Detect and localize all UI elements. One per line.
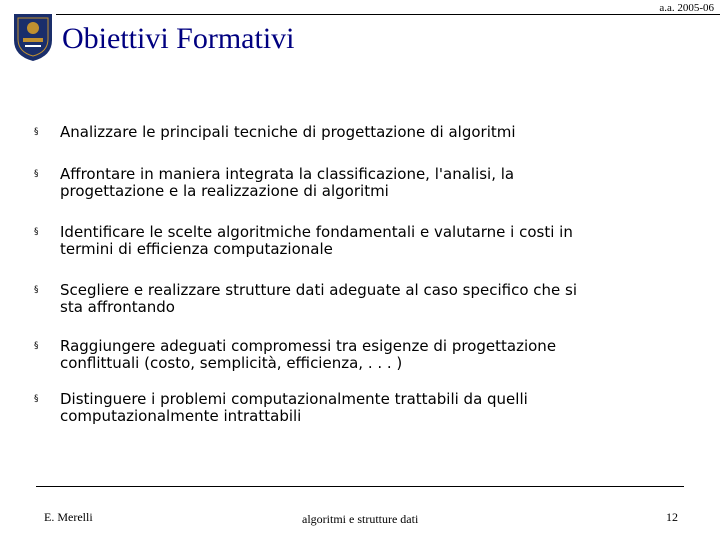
footer-author: E. Merelli <box>44 510 93 524</box>
objective-line: Identificare le scelte algoritmiche fondamentali e valutarne i costi in <box>60 223 573 241</box>
objective-line: Distinguere i problemi computazionalmente trattabili da quelli <box>60 390 528 408</box>
objective-item <box>34 224 573 258</box>
bullet-marker: § <box>34 227 39 237</box>
objective-line: termini di efficienza computazionale <box>60 240 333 258</box>
objective-line: Analizzare le principali tecniche di progettazione di algoritmi <box>60 123 516 141</box>
footer-course: algoritmi e strutture dati <box>302 512 419 526</box>
objective-item <box>34 338 556 372</box>
objective-line: progettazione e la realizzazione di algoritmi <box>60 182 389 200</box>
objective-item <box>34 124 516 141</box>
page-number: 12 <box>666 510 678 524</box>
objective-item <box>34 391 528 425</box>
bullet-marker: § <box>34 169 39 179</box>
objective-line: conflittuali (costo, semplicità, efficienza, . . . ) <box>60 354 403 372</box>
footer-rule <box>36 486 684 487</box>
objective-line: Scegliere e realizzare strutture dati adeguate al caso specifico che si <box>60 281 578 299</box>
university-crest-icon <box>10 8 56 62</box>
objective-item <box>34 282 577 316</box>
objective-item <box>34 166 514 200</box>
objective-line: Affrontare in maniera integrata la classificazione, l'analisi, la <box>60 165 515 183</box>
objective-line: sta affrontando <box>60 298 175 316</box>
slide-title: Obiettivi Formativi <box>62 22 295 55</box>
bullet-marker: § <box>34 394 39 404</box>
objective-line: computazionalmente intrattabili <box>60 407 302 425</box>
objective-line: Raggiungere adeguati compromessi tra esigenze di progettazione <box>60 337 557 355</box>
bullet-marker: § <box>34 341 39 351</box>
bullet-marker: § <box>34 127 39 137</box>
academic-year-tag: a.a. 2005-06 <box>659 2 714 14</box>
bullet-marker: § <box>34 285 39 295</box>
header-rule <box>56 14 720 15</box>
